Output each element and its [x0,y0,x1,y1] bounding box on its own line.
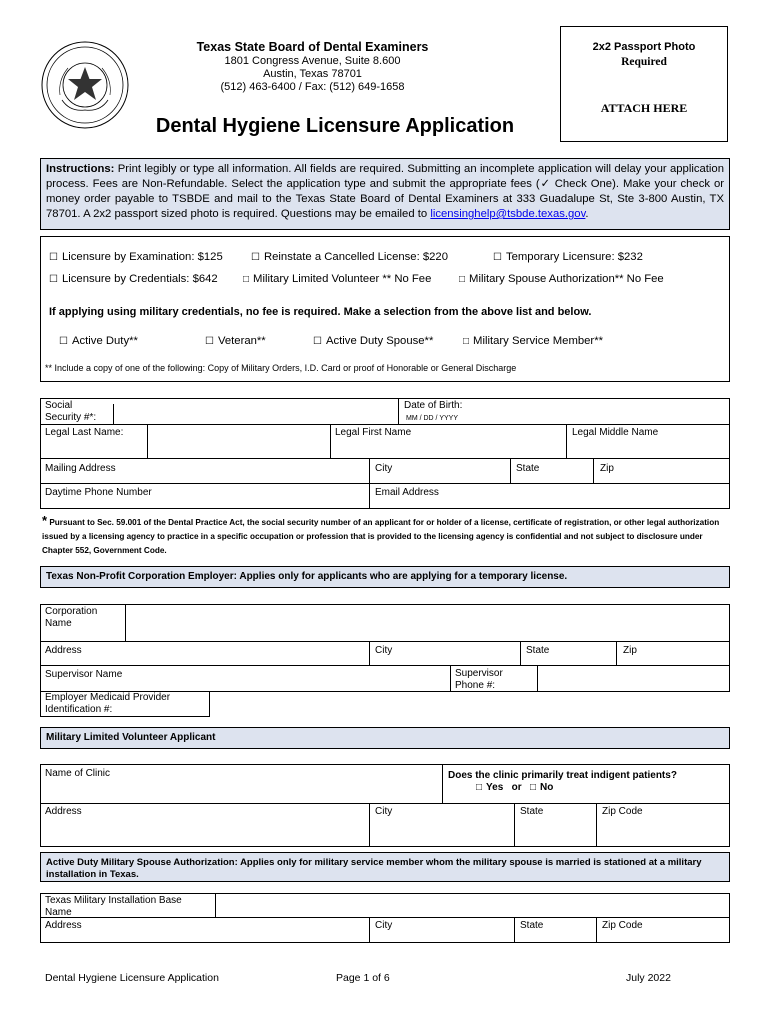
medicaid-id-label: Employer Medicaid Provider Identification #: [45,692,171,715]
board-address-line2: Austin, Texas 78701 [263,68,362,80]
photo-attach-label: ATTACH HERE [600,101,688,115]
legal-middle-name-label: Legal Middle Name [572,427,659,438]
volunteer-section-header: Military Limited Volunteer Applicant [40,727,730,749]
clinic-zip-label: Zip Code [602,806,643,817]
base-zip-label: Zip Code [602,920,643,931]
indigent-options: □ Yes or □ No [476,782,554,793]
checkbox-icon[interactable]: ☐ [59,336,68,347]
support-email-link[interactable]: licensinghelp@tsbde.texas.gov [430,208,586,220]
checkbox-icon[interactable]: □ [529,782,537,793]
dob-hint: MM / DD / YYYY [406,415,458,422]
corp-state-label: State [526,645,550,656]
instructions-label: Instructions: [46,163,115,175]
clinic-name-label: Name of Clinic [45,768,111,779]
instructions-box [40,158,730,230]
supervisor-name-label: Supervisor Name [45,669,123,680]
checkbox-icon[interactable]: ☐ [313,336,322,347]
option-veteran[interactable]: ☐ Veteran** [205,335,266,347]
checkbox-icon[interactable]: □ [243,274,250,285]
spouse-section-header: Active Duty Military Spouse Authorization: Applies only for military service member whom the military spouse is married is stationed at a military installation in Texas. [40,852,730,882]
photo-required-label: Required [621,56,667,68]
board-phone-fax: (512) 463-6400 / Fax: (512) 649-1658 [220,81,405,93]
option-military-spouse[interactable]: □ Military Spouse Authorization** No Fee [459,273,664,285]
supervisor-phone-label: Supervisor Phone #: [455,668,503,691]
base-name-label: Texas Military Installation Base Name [45,895,182,918]
option-temporary[interactable]: ☐ Temporary Licensure: $232 [493,251,643,263]
checkbox-icon[interactable]: ☐ [205,336,214,347]
option-active-duty-spouse[interactable]: ☐ Active Duty Spouse** [313,335,434,347]
base-address-label: Address [45,920,82,931]
option-service-member[interactable]: □ Military Service Member** [463,335,603,347]
checkbox-icon[interactable]: ☐ [49,274,58,285]
footer-document-title: Dental Hygiene Licensure Application [45,972,219,984]
base-state-label: State [520,920,544,931]
checkbox-icon[interactable]: □ [476,782,483,793]
legal-first-name-label: Legal First Name [335,427,412,438]
city-label: City [375,463,393,474]
base-city-label: City [375,920,393,931]
state-label: State [516,463,540,474]
corp-zip-label: Zip [623,645,637,656]
state-board-seal [40,40,130,130]
footer-date: July 2022 [626,972,671,984]
zip-label: Zip [600,463,614,474]
option-military-volunteer[interactable]: □ Military Limited Volunteer ** No Fee [243,273,432,285]
option-active-duty[interactable]: ☐ Active Duty** [59,335,138,347]
no-checkbox[interactable]: □ No [529,782,554,793]
ssn-confidentiality-notice: * Pursuant to Sec. 59.001 of the Dental Practice Act, the social security number of an applicant for or holder of a license, certificate of registration, or other legal authorization issued by a licensing agency to practice in a specific occupation or profession that is provided to the licensing agency is confidential and not subject to disclosure under Chapter 552, Government Code. [42,513,720,555]
board-address-line1: 1801 Congress Avenue, Suite 8.600 [224,55,401,67]
military-footnote: ** Include a copy of one of the following: Copy of Military Orders, I.D. Card or proof of Honorable or General Discharge [45,363,517,373]
dob-label: Date of Birth: [404,400,463,411]
ssn-input[interactable] [114,405,397,423]
application-type-box [40,236,730,382]
footer-page-number: Page 1 of 6 [336,972,390,984]
checkbox-icon[interactable]: □ [459,274,466,285]
photo-attach-box [560,26,728,142]
board-name: Texas State Board of Dental Examiners [196,40,429,54]
legal-last-name-label: Legal Last Name: [45,427,124,438]
checkbox-icon[interactable]: ☐ [493,252,502,263]
option-exam[interactable]: ☐ Licensure by Examination: $125 [49,251,223,263]
clinic-address-label: Address [45,806,82,817]
nonprofit-section-header: Texas Non-Profit Corporation Employer: Applies only for applicants who are applying for a temporary license. [40,566,730,588]
legal-last-name-input[interactable] [148,425,329,457]
military-note: If applying using military credentials, no fee is required. Make a selection from the above list and below. [49,306,592,318]
email-address-label: Email Address [375,487,439,498]
option-reinstate[interactable]: ☐ Reinstate a Cancelled License: $220 [251,251,448,263]
page-title: Dental Hygiene Licensure Application [155,115,515,137]
mailing-address-label: Mailing Address [45,463,116,474]
clinic-state-label: State [520,806,544,817]
option-credentials[interactable]: ☐ Licensure by Credentials: $642 [49,273,218,285]
corporation-name-label: Corporation Name [45,606,98,629]
indigent-question: Does the clinic primarily treat indigent patients? [448,770,677,781]
checkbox-icon[interactable]: □ [463,336,470,347]
clinic-city-label: City [375,806,393,817]
yes-checkbox[interactable]: □ Yes [476,782,504,793]
checkbox-icon[interactable]: ☐ [251,252,260,263]
daytime-phone-label: Daytime Phone Number [45,487,152,498]
instructions-text: Print legibly or type all information. All fields are required. Submitting an incomplete application will delay your application process. Fees are Non-Refundable. Select the application type and submit the appropriate fees (✓ Check One). Make your check or money order payable to TSBDE and mail to the Texas State Board of Dental Examiners at 333 Guadalupe St, Ste 3-800 Austin, TX 78701. A 2x2 passport sized photo is required. Questions may be emailed to [46,163,724,220]
photo-size-label: 2x2 Passport Photo [592,41,696,53]
corp-city-label: City [375,645,393,656]
checkbox-icon[interactable]: ☐ [49,252,58,263]
instructions-tail: . [585,208,589,220]
corp-address-label: Address [45,645,82,656]
ssn-label: Social Security #*: [45,400,97,423]
